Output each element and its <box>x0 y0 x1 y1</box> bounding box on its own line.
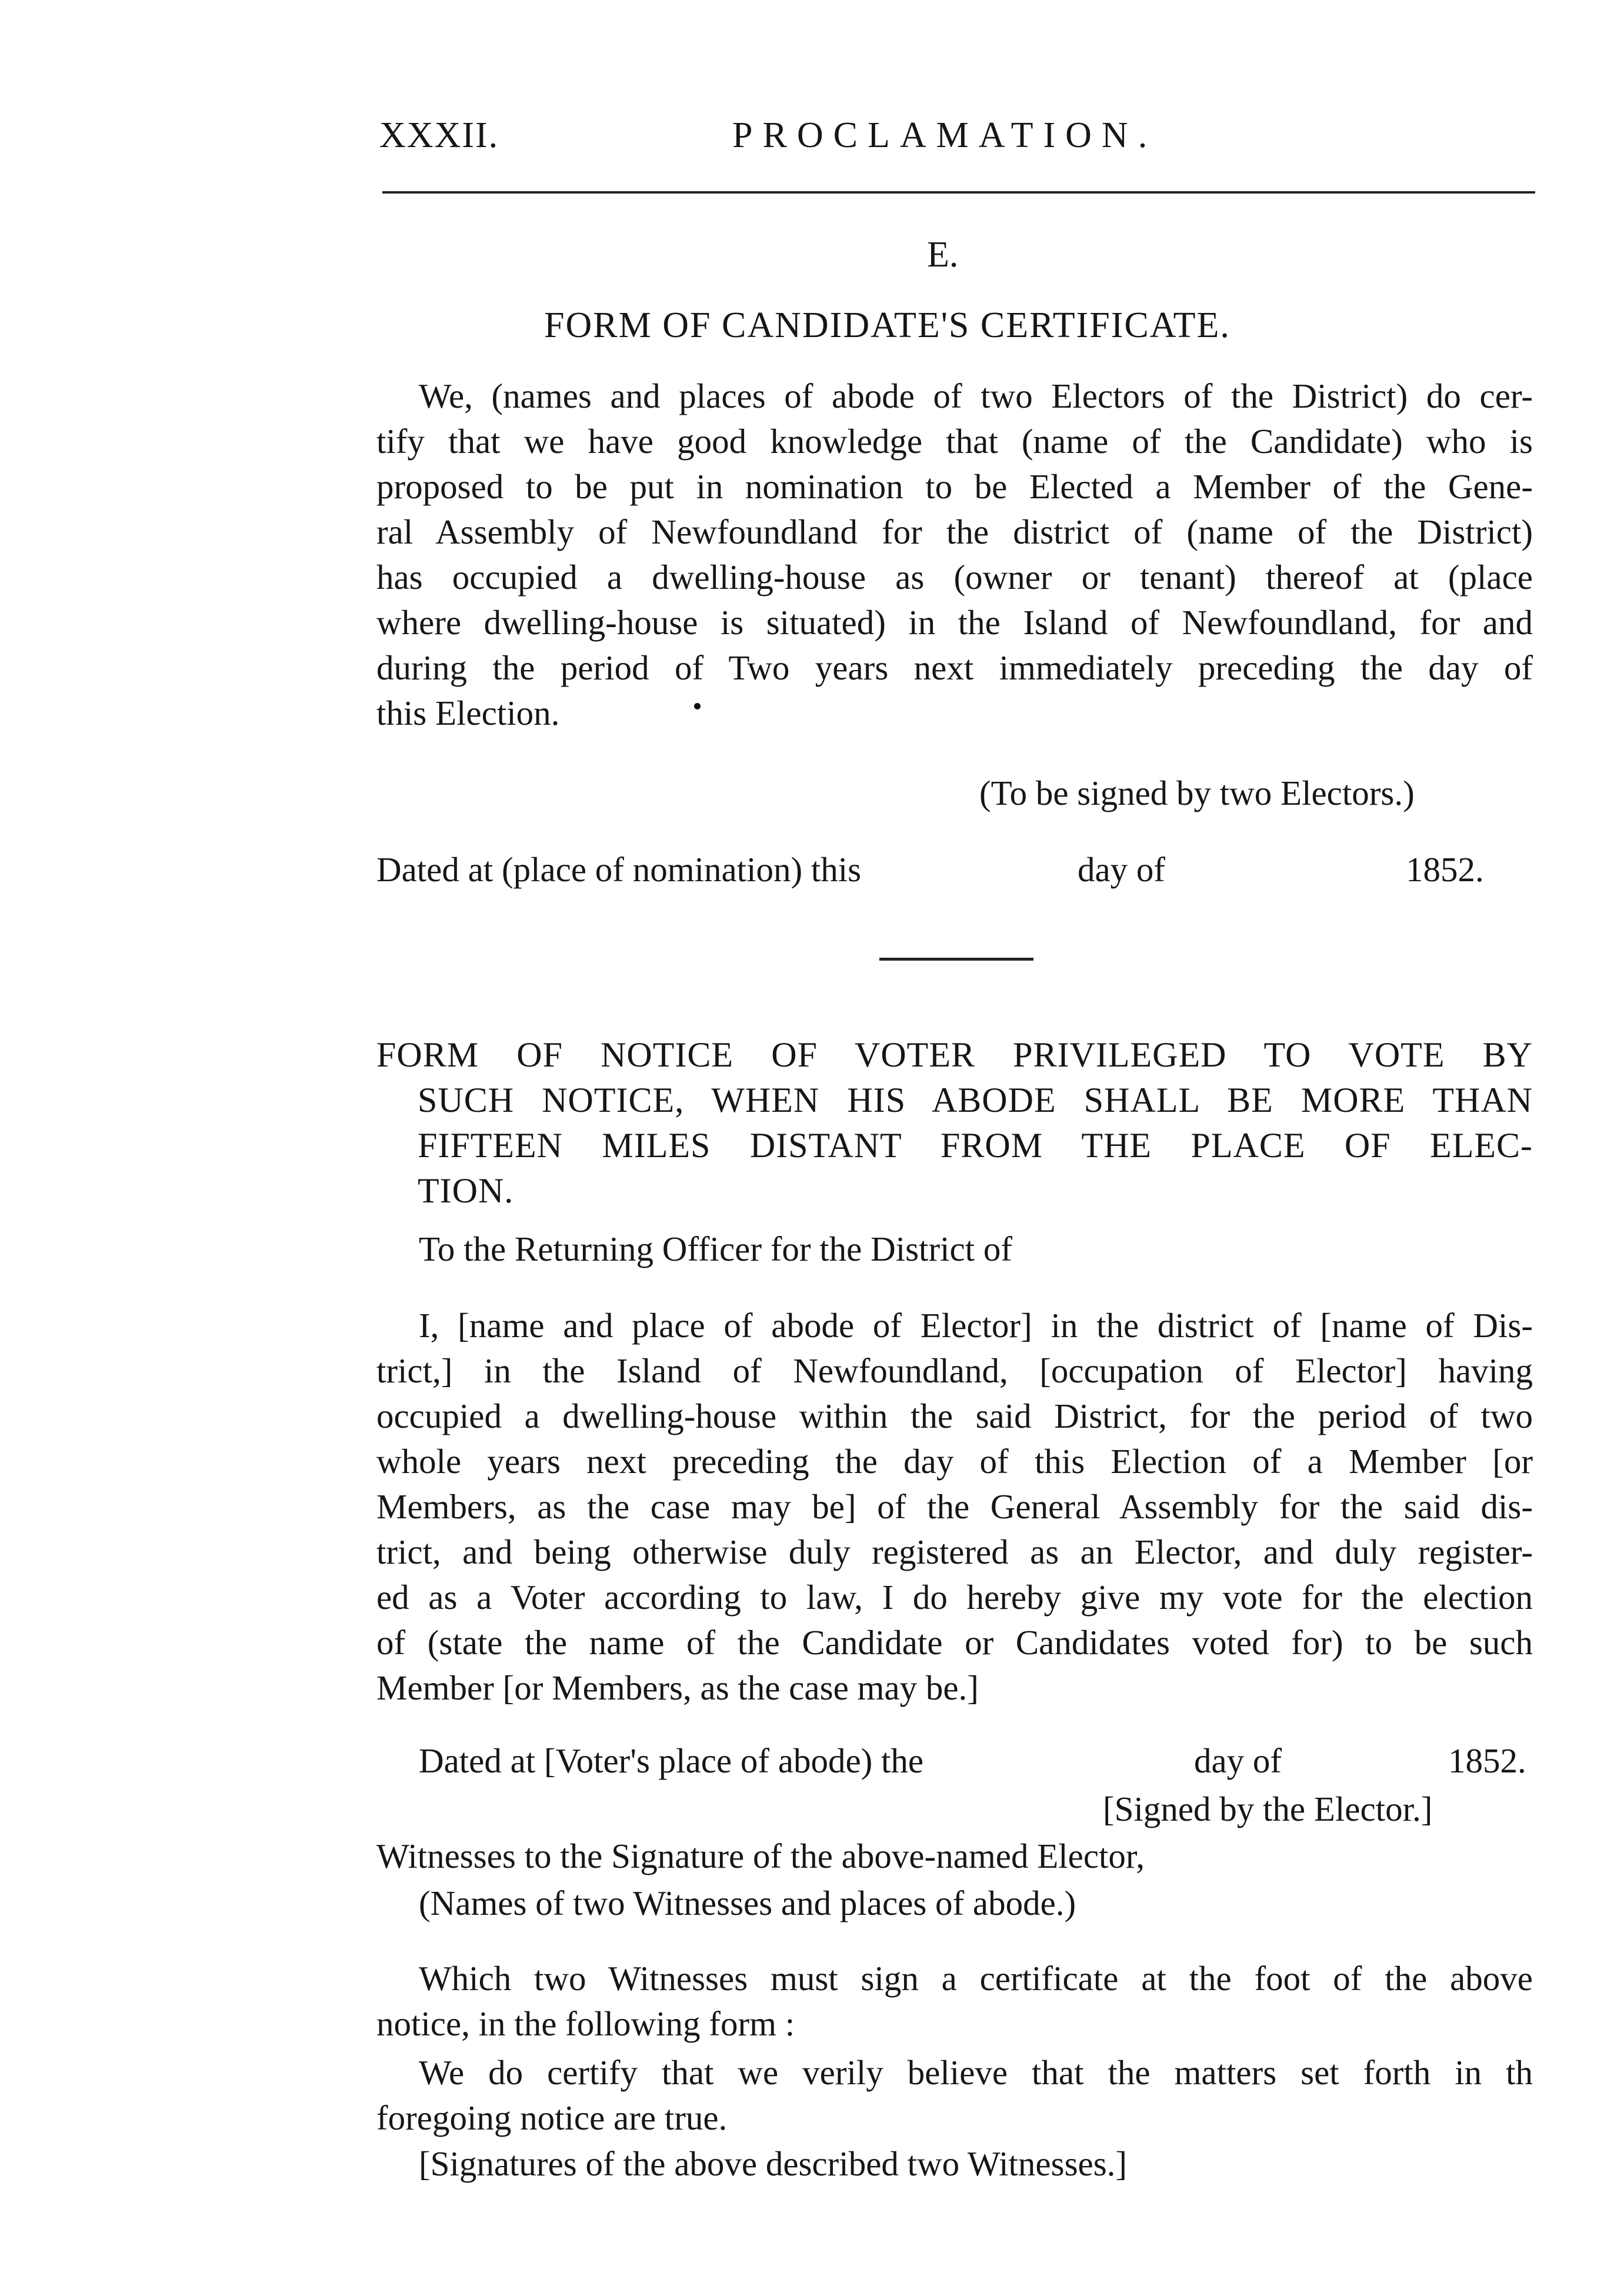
dated-line-text: Dated at (place of nomination) this <box>376 850 862 889</box>
witnesses-names-line: (Names of two Witnesses and places of abode.) <box>419 1884 1076 1922</box>
paragraph-line: I, [name and place of abode of Elector] in the district of [name of Dis- <box>419 1306 1533 1345</box>
paragraph-line: Member [or Members, as the case may be.] <box>376 1668 979 1707</box>
dated-line-year: 1852. <box>1406 850 1484 889</box>
candidate-certificate-title: FORM OF CANDIDATE'S CERTIFICATE. <box>544 305 1230 345</box>
candidate-certificate-paragraph <box>376 374 1533 736</box>
header-rule <box>382 191 1535 194</box>
ink-speck <box>694 703 701 709</box>
title-line: TION. <box>418 1171 514 1210</box>
witnesses-line: Witnesses to the Signature of the above-named Elector, <box>376 1837 1145 1875</box>
title-line: FORM OF NOTICE OF VOTER PRIVILEGED TO VOTE BY <box>376 1035 1533 1074</box>
paragraph-line: where dwelling-house is situated) in the Island of Newfoundland, for and <box>376 603 1533 642</box>
witness-certificate-paragraph <box>376 2050 1533 2141</box>
paragraph-line: whole years next preceding the day of this Election of a Member [or <box>376 1442 1533 1481</box>
title-line: SUCH NOTICE, WHEN HIS ABODE SHALL BE MORE THAN <box>418 1081 1533 1119</box>
addressee-line: To the Returning Officer for the District of <box>419 1229 1012 1268</box>
paragraph-line: of (state the name of the Candidate or Candidates voted for) to be such <box>376 1623 1533 1662</box>
paragraph-line: this Election. <box>376 694 560 732</box>
paragraph-line: Members, as the case may be] of the General Assembly for the said dis- <box>376 1487 1533 1526</box>
voter-dated-year: 1852. <box>1448 1741 1526 1780</box>
paragraph-line: We, (names and places of abode of two Electors of the District) do cer- <box>419 376 1533 415</box>
title-line: FIFTEEN MILES DISTANT FROM THE PLACE OF ELEC- <box>418 1126 1533 1165</box>
page-number: XXXII. <box>379 115 499 155</box>
paragraph-line: Which two Witnesses must sign a certificate at the foot of the above <box>419 1959 1533 1998</box>
section-letter: E. <box>927 235 959 275</box>
voter-notice-title <box>376 1032 1533 1214</box>
section-divider <box>879 958 1033 961</box>
paragraph-line: occupied a dwelling-house within the said District, for the period of two <box>376 1397 1533 1435</box>
paragraph-line: has occupied a dwelling-house as (owner or tenant) thereof at (place <box>376 558 1533 597</box>
paragraph-line: trict, and being otherwise duly registered as an Elector, and duly register- <box>376 1532 1533 1571</box>
paragraph-line: during the period of Two years next immediately preceding the day of <box>376 648 1533 687</box>
paragraph-line: notice, in the following form : <box>376 2004 795 2043</box>
paragraph-line: ral Assembly of Newfoundland for the district of (name of the District) <box>376 512 1533 551</box>
paragraph-line: proposed to be put in nomination to be Elected a Member of the Gene- <box>376 467 1533 506</box>
paragraph-line: foregoing notice are true. <box>376 2098 728 2137</box>
signed-by-elector: [Signed by the Elector.] <box>1103 1790 1433 1828</box>
paragraph-line: tify that we have good knowledge that (name of the Candidate) who is <box>376 422 1533 461</box>
voter-notice-paragraph <box>376 1303 1533 1711</box>
voter-dated-day: day of <box>1194 1741 1282 1780</box>
dated-line-day: day of <box>1078 850 1166 889</box>
paragraph-line: We do certify that we verily believe that the matters set forth in th <box>419 2053 1533 2092</box>
witness-signatures-line: [Signatures of the above described two Witnesses.] <box>419 2144 1128 2183</box>
paragraph-line: ed as a Voter according to law, I do hereby give my vote for the election <box>376 1578 1533 1617</box>
running-title: PROCLAMATION. <box>732 115 1158 155</box>
paragraph-line: trict,] in the Island of Newfoundland, [occupation of Elector] having <box>376 1351 1533 1390</box>
voter-dated-text: Dated at [Voter's place of abode) the <box>419 1741 924 1780</box>
electors-signature-note: (To be signed by two Electors.) <box>979 774 1415 812</box>
witness-instruction-paragraph <box>376 1956 1533 2047</box>
